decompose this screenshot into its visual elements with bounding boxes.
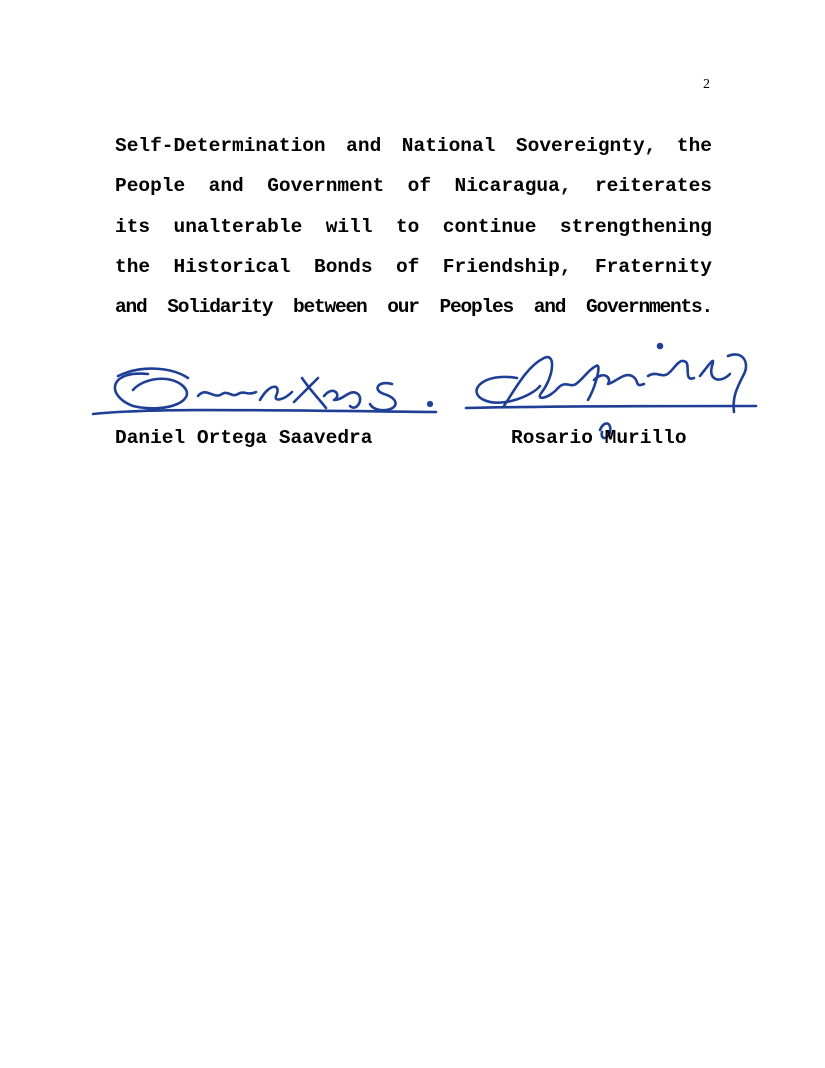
signature-stroke: [728, 354, 746, 412]
signature-stroke: [324, 391, 360, 408]
signature-stroke: [115, 374, 187, 409]
signature-stroke: [700, 361, 730, 380]
paragraph-line-5: and Solidarity between our Peoples and Governments.: [115, 296, 712, 319]
signatory-name-right: Rosario Murillo: [511, 427, 687, 449]
page-number: 2: [703, 77, 710, 92]
signature-stroke: [198, 392, 256, 396]
signatory-name-left: Daniel Ortega Saavedra: [115, 427, 373, 449]
paragraph-line-3: its unalterable will to continue strengthening: [115, 215, 712, 238]
signature-stroke: [370, 383, 396, 410]
signature-dot: [658, 344, 662, 348]
signature-stroke: [504, 357, 558, 406]
signature-dot: [428, 402, 432, 406]
signature-stroke: [466, 406, 756, 408]
paragraph-line-1: Self-Determination and National Sovereignty, the: [115, 135, 712, 157]
signature-stroke: [558, 366, 598, 400]
signature-stroke: [260, 387, 292, 400]
paragraph-line-2: People and Government of Nicaragua, reiterates: [115, 175, 712, 198]
signature-stroke: [118, 369, 188, 378]
signature-stroke: [594, 375, 644, 385]
signature-daniel-ortega: [88, 356, 448, 428]
paragraph-line-4: the Historical Bonds of Friendship, Fraternity: [115, 255, 712, 278]
body-paragraph: [115, 126, 712, 327]
signature-stroke: [648, 361, 694, 379]
